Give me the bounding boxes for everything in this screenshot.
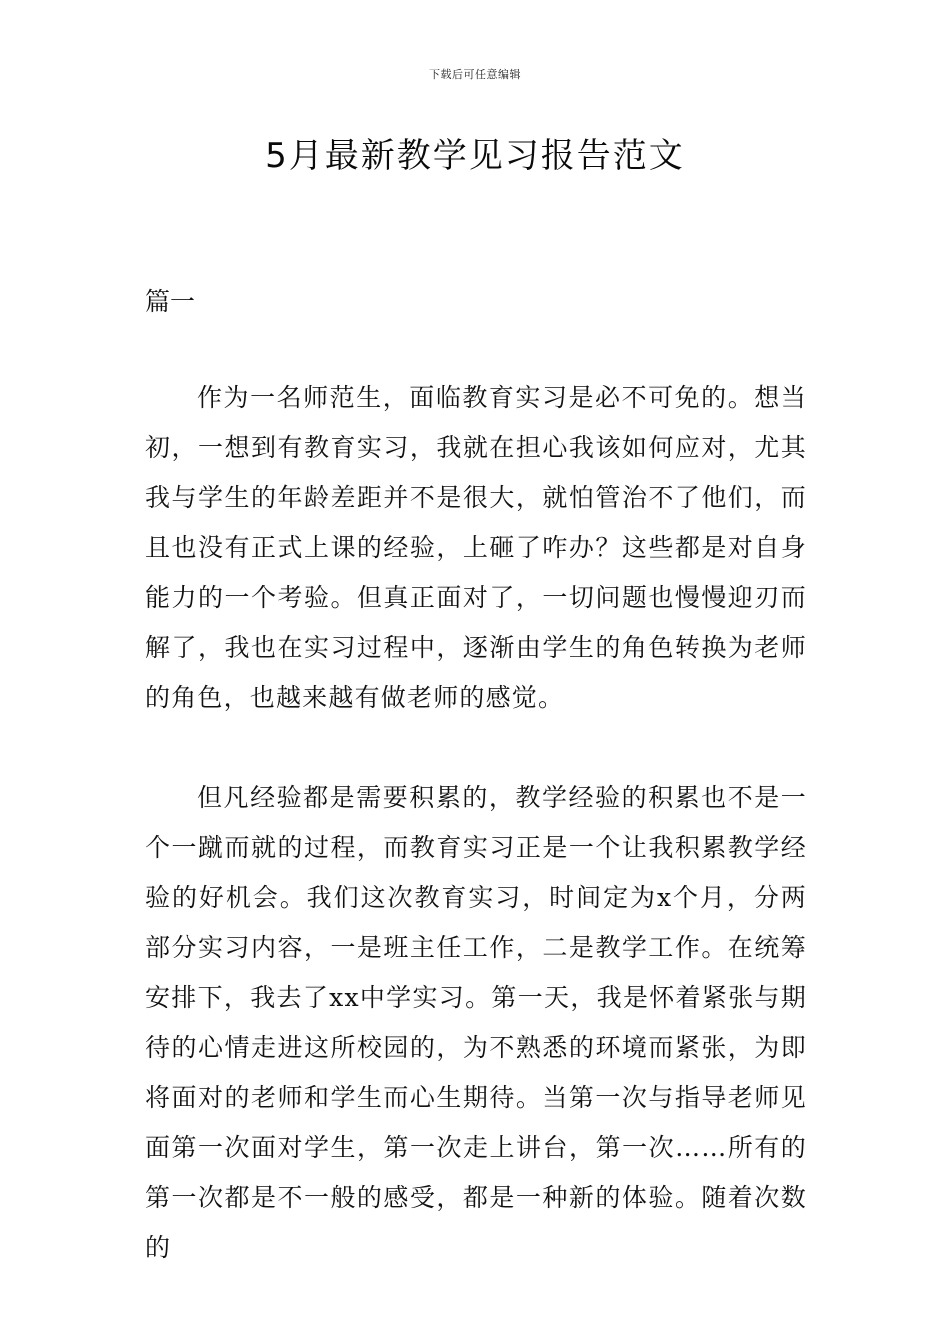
paragraph-1: 作为一名师范生，面临教育实习是必不可免的。想当初，一想到有教育实习，我就在担心我该如何应对，尤其我与学生的年龄差距并不是很大，就怕管治不了他们，而且也没有正式上课的经验，上砸了咋办？这些都是对自身能力的一个考验。但真正面对了，一切问题也慢慢迎刃而解了，我也在实习过程中，逐渐由学生的角色转换为老师的角色，也越来越有做老师的感觉。 (145, 383, 807, 712)
document-title: 5月最新教学见习报告范文 (265, 136, 685, 176)
paragraph-2: 但凡经验都是需要积累的，教学经验的积累也不是一个一蹴而就的过程，而教育实习正是一个让我积累教学经验的好机会。我们这次教育实习，时间定为x个月，分两部分实习内容，一是班主任工作，二是教学工作。在统筹安排下，我去了xx中学实习。第一天，我是怀着紧张与期待的心情走进这所校园的，为不熟悉的环境而紧张，为即将面对的老师和学生而心生期待。当第一次与指导老师见面第一次面对学生，第一次走上讲台，第一次……所有的第一次都是不一般的感受，都是一种新的体验。随着次数的 (145, 783, 807, 1262)
header-note: 下载后可任意编辑 (429, 68, 521, 81)
section-label: 篇一 (145, 287, 196, 316)
